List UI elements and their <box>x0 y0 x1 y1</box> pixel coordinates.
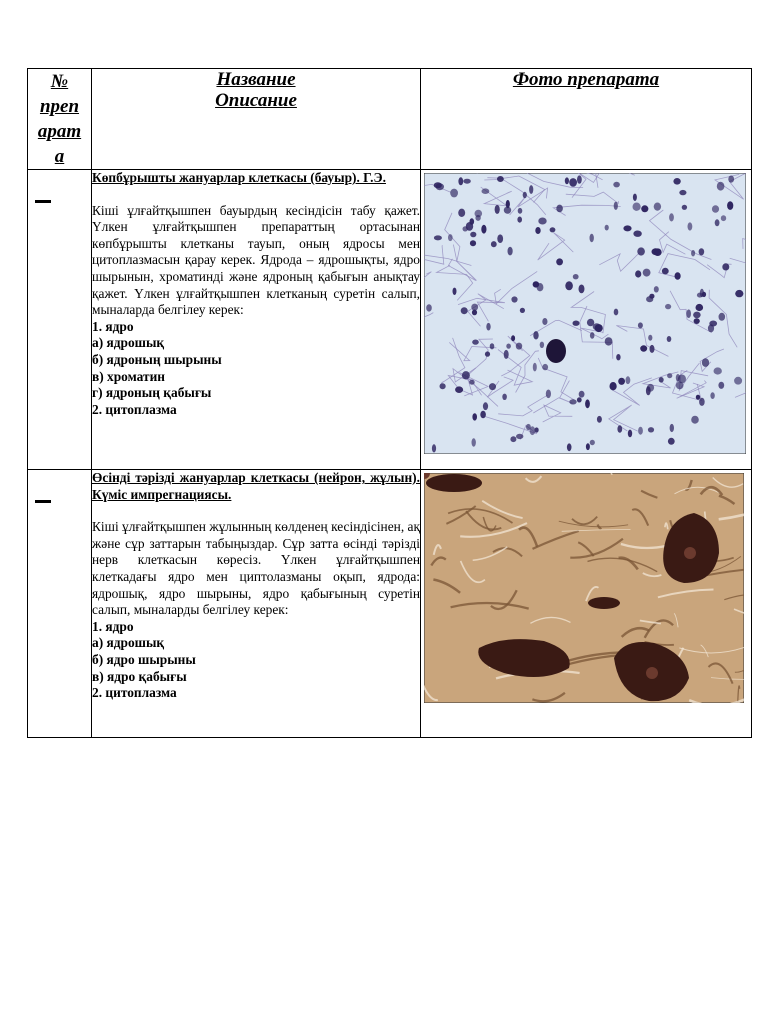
list-item: 2. цитоплазма <box>92 401 177 417</box>
header-photo: Фото препарата <box>421 69 752 170</box>
row-number-cell <box>28 470 92 738</box>
list-item: в) ядро қабығы <box>92 668 187 684</box>
number-placeholder-dash <box>35 500 51 503</box>
liver-micrograph-image <box>424 173 746 454</box>
header-number: № преп арат а <box>28 69 92 170</box>
preparation-instructions: Кіші ұлғайтқышпен жұлынның көлденең кесіндісінен, ақ және сұр заттарын табыңыздар. Сұр затта өсінді тәрізді нерв клеткасын көресіз. Үлкен ұлғайтқышпен клеткадағы ядро мен циптолазманы оқып, ядрода: ядрошық, ядро шырыны, ядро қабығының суретін салып, мыналарды белгілеу керек: <box>92 519 420 618</box>
table-header-row <box>28 69 752 170</box>
list-item: а) ядрошық <box>92 635 165 651</box>
list-item: б) ядроның шырыны <box>92 351 222 367</box>
list-item: 2. цитоплазма <box>92 685 177 701</box>
preparation-instructions: Кіші ұлғайтқышпен бауырдың кесіндісін табу қажет. Үлкен ұлғайтқышпен препараттың ортасынан көпбұрышты клетканы тауып, оның ядросы мен цитоплазмасын қарау керек. Ядрода – ядрошықты, ядро шырынын, хроматинді және ядроның қабығын анықтау қажет. Үлкен ұлғайтқышпен клетканың суретін салып, мыналарда белгілеу керек: <box>92 202 420 318</box>
list-item: а) ядрошық <box>92 335 165 351</box>
table-row <box>28 470 752 738</box>
list-item: в) хроматин <box>92 368 166 384</box>
row-number-cell <box>28 170 92 470</box>
liver-micrograph <box>424 173 751 454</box>
list-item: б) ядро шырыны <box>92 651 196 667</box>
row-photo-cell <box>421 170 752 470</box>
preparations-table <box>27 68 752 738</box>
preparation-title: Көпбұрышты жануарлар клеткасы (бауыр). Г.Э. <box>92 170 386 185</box>
row-description <box>92 470 421 738</box>
row-description <box>92 170 421 470</box>
table-row <box>28 170 752 470</box>
label-list <box>92 619 420 702</box>
row-photo-cell <box>421 470 752 738</box>
list-item: г) ядроның қабығы <box>92 385 212 401</box>
header-name-description: Название Описание <box>92 69 421 170</box>
list-item: 1. ядро <box>92 618 134 634</box>
list-item: 1. ядро <box>92 318 134 334</box>
number-placeholder-dash <box>35 200 51 203</box>
label-list <box>92 319 420 419</box>
preparation-title: Өсінді тәрізді жануарлар клеткасы (нейрон, жұлын). Күміс импрегнациясы. <box>92 470 420 502</box>
neuron-micrograph-image <box>424 473 744 703</box>
neuron-micrograph <box>424 473 751 703</box>
